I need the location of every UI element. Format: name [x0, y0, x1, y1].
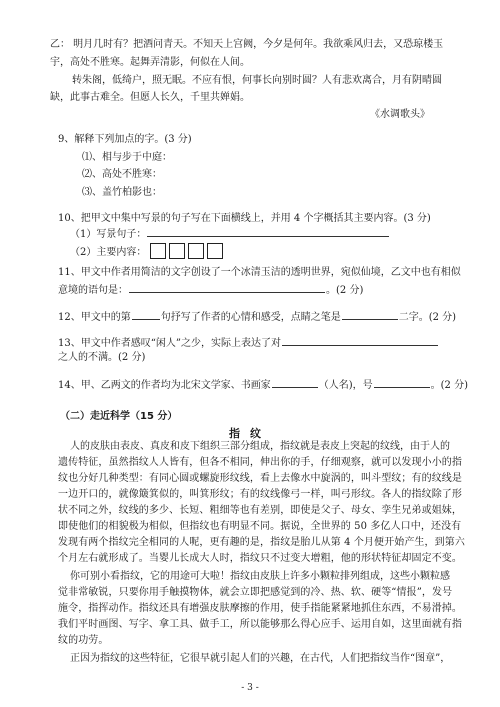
answer-blank[interactable]	[282, 335, 438, 346]
poem-line: 缺，此事古难全。但愿人长久，千里共婵娟。	[50, 92, 250, 103]
article-line: 遗传特征，虽然指纹人人皆有，但各不相同，伸出你的手，仔细观察，就可以发现小小的指	[58, 457, 462, 468]
article-line: 个月左右就形成了。当婴儿长成大人时，指纹只不过变大增粗，他的形状特征却固定不变。	[58, 553, 462, 564]
question-12-part: 二字。(2 分)	[398, 312, 457, 323]
article-line: 即使他们的相貌极为相似，但指纹也有明显不同。据说，全世界的 50 多亿人口中，还没有	[58, 521, 462, 532]
article-line: 一边开口的，就像簸箕似的，叫箕形纹；有的纹线像弓一样，叫弓形纹。各人的指纹除了形	[58, 489, 462, 500]
poem-source: 《水调歌头》	[370, 109, 430, 120]
article-line: 我们平时画图、写字、拿工具、做手工，所以能够那么得心应手、运用自如，这里面就有指	[58, 619, 462, 630]
question-12-part: 句抒写了作者的心情和感受，点睛之笔是	[160, 312, 341, 323]
article-line: 纹也分好几种类型：有同心圆或螺旋形纹线，看上去像水中旋涡的，叫斗型纹；有的纹线是	[58, 473, 462, 484]
answer-blank[interactable]	[272, 377, 318, 388]
poem-line: 乙： 明月几时有？把酒问青天。不知天上宫阙，今夕是何年。我欲乘风归去，又恐琼楼玉	[50, 39, 444, 50]
question-12-part: 12、甲文中的第	[58, 312, 131, 323]
question-14-part: 。(2 分)	[430, 380, 468, 391]
article-line: 纹的功劳。	[58, 635, 109, 646]
question-11-line2	[58, 282, 500, 297]
question-10-label-a: （1）写景句子：	[70, 229, 147, 240]
question-10-line-a	[70, 226, 500, 241]
question-10-line-b	[70, 243, 500, 259]
article-line: 施令，指挥动作。指纹还具有增强皮肤摩擦的作用，使手指能紧紧地抓住东西，不易滑掉。	[58, 603, 462, 614]
article-title: 指纹	[229, 427, 271, 440]
article-line: 正因为指纹的这些特征，它很早就引起人们的兴趣，在古代，人们把指纹当作“图章”，	[70, 653, 451, 664]
question-9-item: ⑶、盖竹柏影也：	[82, 187, 162, 198]
question-9-stem: 9、解释下列加点的字。(3 分)	[58, 134, 192, 145]
question-11-points: 。(2 分)	[326, 285, 364, 296]
question-9-item: ⑵、高处不胜寒：	[82, 169, 162, 180]
article-line: 状不同之外，纹线的多少、长短、粗细等也有差别，即使是父子、母女、孪生兄弟或姐妹，	[58, 505, 462, 516]
poem-line: 转朱阁，低绮户，照无眠。不应有恨，何事长向别时圆？人有悲欢离合，月有阴晴圆	[72, 75, 442, 86]
answer-blank[interactable]	[147, 226, 389, 237]
question-9-item: ⑴、相与步于中庭：	[82, 152, 172, 163]
question-14-part: （人名)，号	[318, 380, 373, 391]
question-14-part: 14、甲、乙两文的作者均为北宋文学家、书画家	[58, 380, 271, 391]
answer-box[interactable]	[150, 243, 166, 259]
question-10-stem: 10、把甲文中集中写景的句子写在下面横线上，并用 4 个字概括其主要内容。(3 分)	[58, 213, 431, 224]
article-line: 人的皮肤由表皮、真皮和皮下组织三部分组成，指纹就是表皮上突起的纹线，由于人的	[70, 441, 450, 452]
question-14-line	[58, 377, 500, 392]
section-heading: （二）走近科学（15 分）	[60, 411, 178, 422]
article-line: 发现有两个指纹完全相同的人呢，更有趣的是，指纹是胎儿从第 4 个月便开始产生，到第六	[58, 537, 465, 548]
answer-box[interactable]	[207, 243, 223, 259]
answer-blank[interactable]	[374, 377, 430, 388]
answer-blank[interactable]	[342, 309, 398, 320]
answer-box[interactable]	[188, 243, 204, 259]
poem-line: 宇，高处不胜寒。起舞弄清影，何似在人间。	[50, 57, 250, 68]
question-12-line	[58, 309, 500, 324]
question-11-label: 意境的语句是：	[58, 285, 128, 296]
answer-blank[interactable]	[132, 309, 160, 320]
answer-blank[interactable]	[129, 282, 325, 293]
question-13-line2: 之人的不满。(2 分)	[58, 352, 146, 363]
page-number: - 3 -	[241, 683, 259, 693]
question-13-label: 13、甲文中作者感叹“闲人”之少，实际上表达了对	[58, 338, 281, 349]
question-13-line1	[58, 335, 500, 350]
article-line: 你可别小看指纹，它的用途可大啦！指纹由皮肤上许多小颗粒排列组成，这些小颗粒感	[70, 571, 450, 582]
question-10-label-b: （2）主要内容：	[70, 247, 147, 258]
answer-box[interactable]	[169, 243, 185, 259]
question-11-line: 11、甲文中作者用简洁的文字创设了一个冰清玉洁的透明世界，宛似仙境，乙文中也有相似	[58, 267, 461, 278]
article-line: 觉非常敏锐，只要你用手触摸物体，就会立即把感觉到的冷、热、软、硬等“情报”，发号	[58, 587, 453, 598]
